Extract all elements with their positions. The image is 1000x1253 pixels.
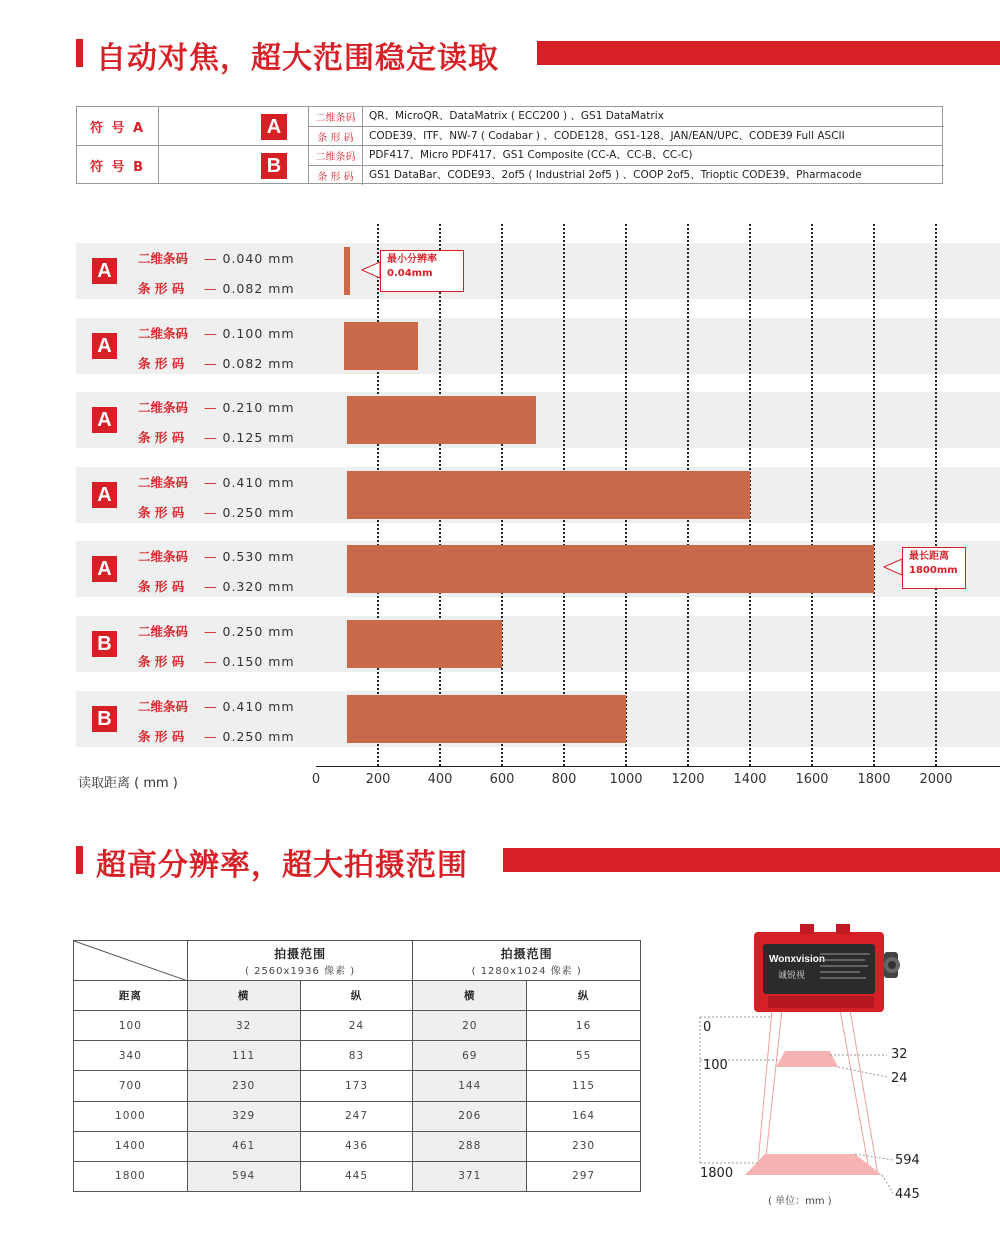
table-row — [74, 1131, 641, 1161]
resolution-value: 0.530 mm — [222, 549, 295, 564]
range-cell: 230 — [187, 1071, 300, 1101]
code-type-label: 二维条码 — [138, 549, 189, 564]
table-row — [74, 1071, 641, 1101]
dash-separator: — — [204, 654, 217, 669]
range-cell: 247 — [300, 1101, 413, 1131]
symbol-badge: B — [261, 153, 287, 179]
symbol-badge: B — [92, 706, 117, 732]
distance-cell: 1000 — [74, 1101, 188, 1131]
diagonal-header-cell — [74, 941, 188, 981]
section-title: 自动对焦，超大范围稳定读取 — [96, 41, 499, 76]
near-width-label: 32 — [891, 1047, 908, 1062]
x-tick-label: 1800 — [857, 772, 891, 787]
range-cell: 16 — [527, 1011, 641, 1041]
dash-separator: — — [204, 579, 217, 594]
distance-cell: 1800 — [74, 1161, 188, 1191]
x-tick-label: 200 — [365, 772, 391, 787]
symbol-badge: A — [92, 556, 117, 582]
range-cell: 297 — [527, 1161, 641, 1191]
code-type-label: 条 形 码 — [138, 579, 185, 594]
range-cell: 83 — [300, 1041, 413, 1071]
symbol-badge: A — [92, 407, 117, 433]
x-tick-label: 0 — [311, 772, 321, 787]
resolution-value: 0.082 mm — [222, 281, 295, 296]
table-row — [74, 1011, 641, 1041]
symbol-badge: A — [92, 482, 117, 508]
dash-separator: — — [204, 281, 217, 296]
code-type: 二维条码 — [309, 107, 363, 126]
code-type-label: 条 形 码 — [138, 505, 185, 520]
camera-brand: Wonxvision — [769, 954, 825, 965]
code-type-label: 二维条码 — [138, 475, 189, 490]
table-header-row — [74, 941, 641, 981]
table-row — [74, 1101, 641, 1131]
x-tick-label: 1200 — [671, 772, 705, 787]
table-row — [74, 1161, 641, 1191]
section-rule — [503, 848, 1000, 872]
x-axis-label: 读取距离 ( mm ) — [78, 776, 178, 791]
range-cell: 164 — [527, 1101, 641, 1131]
dash-separator: — — [204, 729, 217, 744]
col-vertical: 纵 — [527, 981, 641, 1011]
near-height-label: 24 — [891, 1071, 908, 1086]
x-tick-label: 1600 — [795, 772, 829, 787]
dash-separator: — — [204, 326, 217, 341]
distance-0-label: 0 — [703, 1020, 712, 1035]
code-type-label: 二维条码 — [138, 251, 189, 266]
callout-value: 1800mm — [909, 565, 958, 576]
group-title: 拍摄范围 — [500, 946, 553, 961]
col-horizontal: 横 — [413, 981, 527, 1011]
beam-lines — [757, 1010, 878, 1175]
code-type: 二维条码 — [309, 146, 363, 165]
dash-separator: — — [204, 505, 217, 520]
code-list: GS1 DataBar、CODE93、2of5 ( Industrial 2of5 ) 、COOP 2of5、Trioptic CODE39、Pharmacode — [369, 169, 862, 181]
dash-separator: — — [204, 549, 217, 564]
resolution-value: 0.250 mm — [222, 505, 295, 520]
col-vertical: 纵 — [300, 981, 413, 1011]
x-tick-label: 600 — [489, 772, 515, 787]
distance-100-label: 100 — [703, 1058, 728, 1073]
col-distance: 距离 — [74, 981, 188, 1011]
code-list: PDF417、Micro PDF417、GS1 Composite (CC-A、CC-B、CC-C) — [369, 149, 693, 161]
range-cell: 461 — [187, 1131, 300, 1161]
group-title: 拍摄范围 — [274, 946, 327, 961]
camera-brand-cn: 诚锐视 — [778, 971, 806, 981]
near-field-area — [776, 1051, 838, 1067]
x-tick-label: 800 — [551, 772, 577, 787]
range-cell: 445 — [300, 1161, 413, 1191]
dash-separator: — — [204, 475, 217, 490]
resolution-value: 0.082 mm — [222, 356, 295, 371]
diagonal-line — [74, 941, 188, 981]
range-cell: 111 — [187, 1041, 300, 1071]
section-title: 超高分辨率，超大拍摄范围 — [96, 848, 468, 883]
resolution-value: 0.250 mm — [222, 624, 295, 639]
far-width-label: 594 — [895, 1153, 920, 1168]
range-cell: 436 — [300, 1131, 413, 1161]
x-tick-label: 2000 — [919, 772, 953, 787]
unit-label: ( 单位：mm ) — [768, 1196, 832, 1207]
callout-title: 最长距离 — [909, 551, 949, 562]
code-type: 条 形 码 — [309, 166, 363, 185]
range-cell: 173 — [300, 1071, 413, 1101]
code-type-label: 条 形 码 — [138, 654, 185, 669]
resolution-value: 0.320 mm — [222, 579, 295, 594]
code-type-label: 二维条码 — [138, 400, 189, 415]
distance-1800-label: 1800 — [700, 1166, 734, 1181]
resolution-value: 0.150 mm — [222, 654, 295, 669]
resolution-value: 0.410 mm — [222, 699, 295, 714]
range-cell: 329 — [187, 1101, 300, 1131]
symbol-badge: B — [92, 631, 117, 657]
code-type-label: 条 形 码 — [138, 281, 185, 296]
code-type-label: 条 形 码 — [138, 356, 185, 371]
dash-separator: — — [204, 430, 217, 445]
callout-title: 最小分辨率 — [387, 254, 437, 265]
callout-value: 0.04mm — [387, 268, 433, 279]
range-cell: 115 — [527, 1071, 641, 1101]
range-cell: 144 — [413, 1071, 527, 1101]
x-tick-label: 400 — [427, 772, 453, 787]
range-cell: 594 — [187, 1161, 300, 1191]
group-subtitle: ( 2560x1936 像素 ) — [245, 965, 356, 977]
group-header — [413, 941, 641, 981]
symbol-badge: A — [92, 333, 117, 359]
group-subtitle: ( 1280x1024 像素 ) — [471, 965, 582, 977]
capture-range-table — [73, 940, 641, 1192]
code-type-label: 条 形 码 — [138, 729, 185, 744]
resolution-value: 0.040 mm — [222, 251, 295, 266]
symbol-label: 符 号 A — [77, 107, 159, 145]
far-height-label: 445 — [895, 1187, 920, 1202]
range-cell: 371 — [413, 1161, 527, 1191]
dash-separator: — — [204, 699, 217, 714]
symbol-badge: A — [261, 114, 287, 140]
code-type-label: 二维条码 — [138, 624, 189, 639]
code-type-label: 二维条码 — [138, 699, 189, 714]
section-header-resolution — [76, 843, 1000, 883]
table-row — [74, 1041, 641, 1071]
range-cell: 55 — [527, 1041, 641, 1071]
range-cell: 32 — [187, 1011, 300, 1041]
camera-device — [754, 924, 900, 1012]
resolution-value: 0.100 mm — [222, 326, 295, 341]
section-marker — [76, 846, 83, 874]
dash-separator: — — [204, 356, 217, 371]
range-cell: 230 — [527, 1131, 641, 1161]
x-tick-label: 1000 — [609, 772, 643, 787]
dash-separator: — — [204, 400, 217, 415]
distance-cell: 1400 — [74, 1131, 188, 1161]
resolution-value: 0.410 mm — [222, 475, 295, 490]
code-type-label: 条 形 码 — [138, 430, 185, 445]
dash-separator: — — [204, 251, 217, 266]
code-list: QR、MicroQR、DataMatrix ( ECC200 ) 、GS1 DataMatrix — [369, 110, 664, 122]
symbol-label: 符 号 B — [77, 146, 159, 184]
x-tick-label: 1400 — [733, 772, 767, 787]
symbol-badge: A — [92, 258, 117, 284]
column-header-row — [74, 981, 641, 1011]
code-type-label: 二维条码 — [138, 326, 189, 341]
range-cell: 24 — [300, 1011, 413, 1041]
group-header — [187, 941, 413, 981]
resolution-value: 0.250 mm — [222, 729, 295, 744]
range-cell: 206 — [413, 1101, 527, 1131]
distance-cell: 100 — [74, 1011, 188, 1041]
dash-separator: — — [204, 624, 217, 639]
range-cell: 69 — [413, 1041, 527, 1071]
resolution-value: 0.125 mm — [222, 430, 295, 445]
resolution-value: 0.210 mm — [222, 400, 295, 415]
far-field-area — [745, 1154, 882, 1175]
code-type: 条 形 码 — [309, 127, 363, 146]
distance-cell: 340 — [74, 1041, 188, 1071]
range-cell: 288 — [413, 1131, 527, 1161]
code-list: CODE39、ITF、NW-7 ( Codabar ) 、CODE128、GS1-128、JAN/EAN/UPC、CODE39 Full ASCII — [369, 130, 845, 142]
distance-cell: 700 — [74, 1071, 188, 1101]
col-horizontal: 横 — [187, 981, 300, 1011]
range-cell: 20 — [413, 1011, 527, 1041]
